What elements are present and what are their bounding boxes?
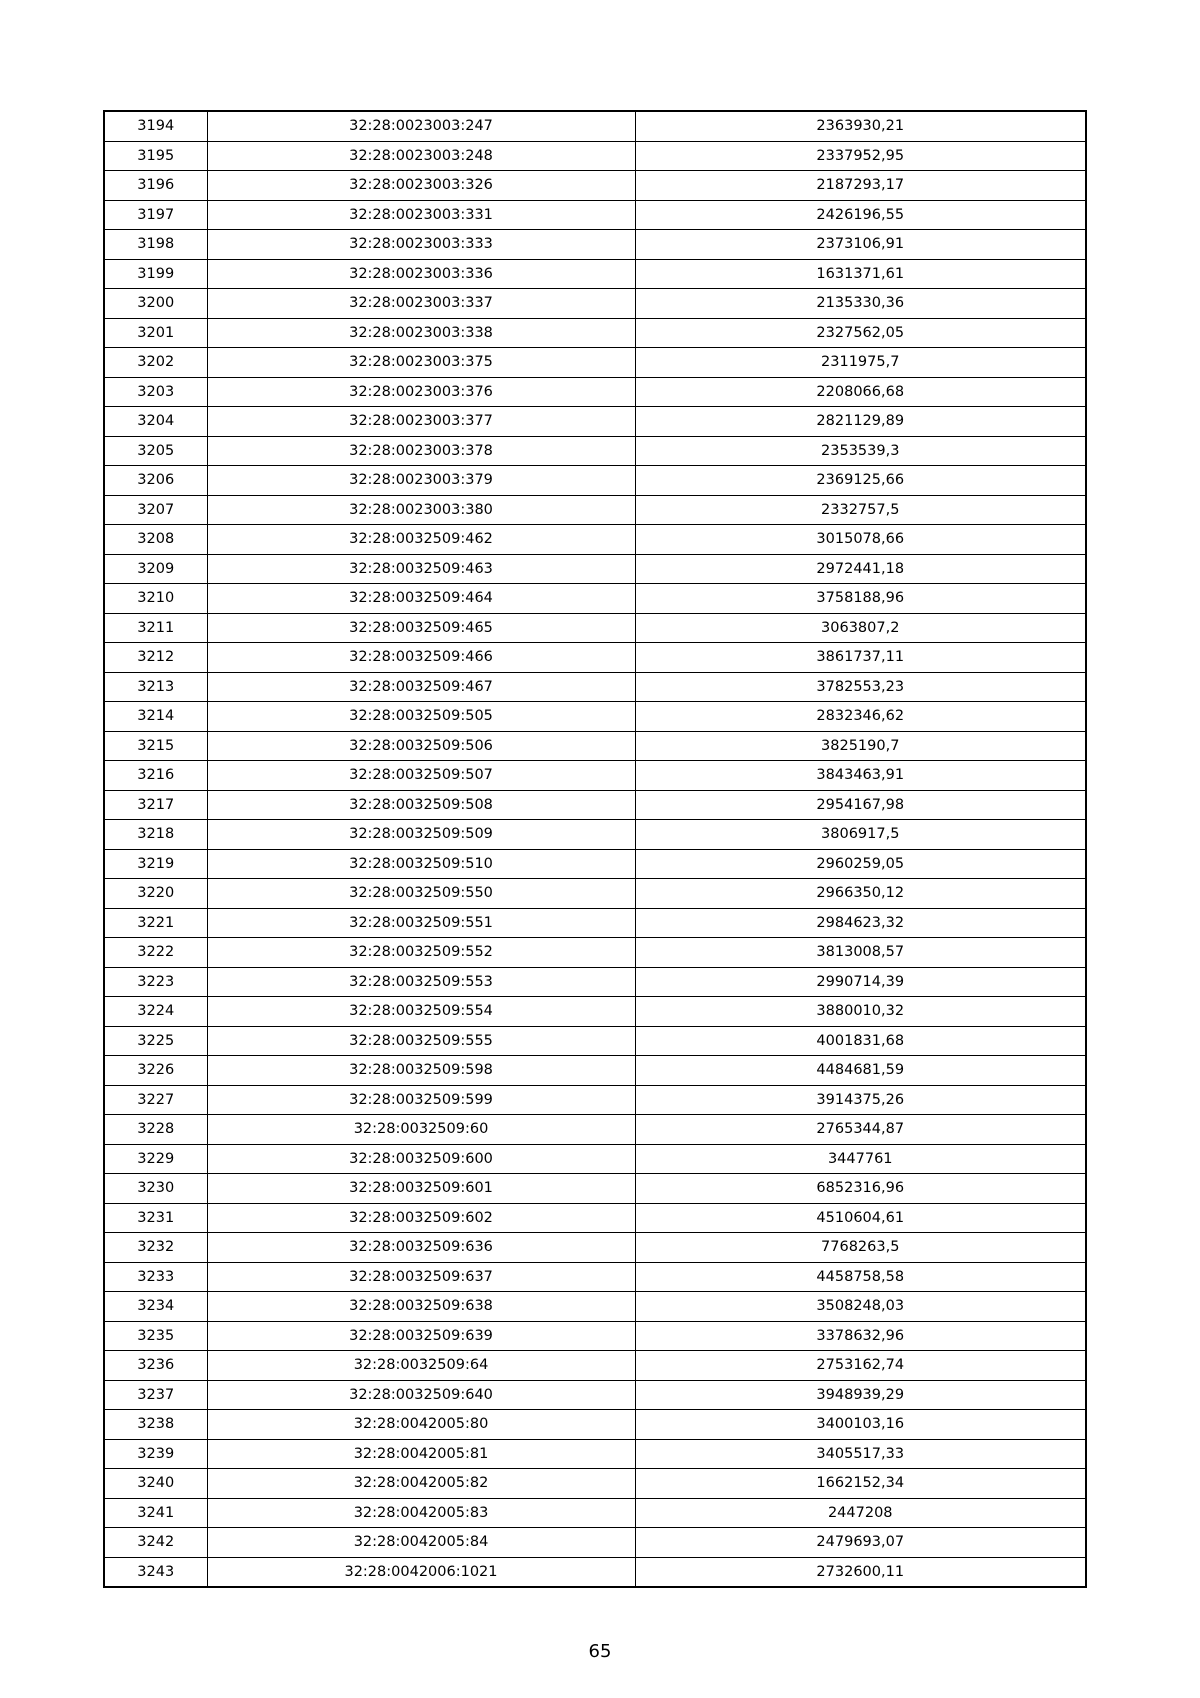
value-cell: 2972441,18 <box>635 554 1086 584</box>
row-number-cell: 3215 <box>104 731 207 761</box>
table-row <box>104 702 1086 732</box>
table-row <box>104 1026 1086 1056</box>
table-row <box>104 1085 1086 1115</box>
value-cell: 3914375,26 <box>635 1085 1086 1115</box>
table-row <box>104 141 1086 171</box>
row-number-cell: 3232 <box>104 1233 207 1263</box>
row-number-cell: 3205 <box>104 436 207 466</box>
page-number: 65 <box>588 1641 612 1662</box>
value-cell: 2363930,21 <box>635 111 1086 141</box>
value-cell: 3813008,57 <box>635 938 1086 968</box>
table-row <box>104 1233 1086 1263</box>
cadastral-number-cell: 32:28:0023003:338 <box>207 318 635 348</box>
cadastral-number-cell: 32:28:0032509:550 <box>207 879 635 909</box>
value-cell: 4484681,59 <box>635 1056 1086 1086</box>
row-number-cell: 3235 <box>104 1321 207 1351</box>
cadastral-number-cell: 32:28:0032509:602 <box>207 1203 635 1233</box>
row-number-cell: 3206 <box>104 466 207 496</box>
row-number-cell: 3225 <box>104 1026 207 1056</box>
value-cell: 2990714,39 <box>635 967 1086 997</box>
value-cell: 3447761 <box>635 1144 1086 1174</box>
table-row <box>104 1439 1086 1469</box>
row-number-cell: 3199 <box>104 259 207 289</box>
table-row <box>104 613 1086 643</box>
value-cell: 2966350,12 <box>635 879 1086 909</box>
value-cell: 3405517,33 <box>635 1439 1086 1469</box>
table-row <box>104 1557 1086 1587</box>
value-cell: 2187293,17 <box>635 171 1086 201</box>
table-row <box>104 200 1086 230</box>
table-row <box>104 1498 1086 1528</box>
cadastral-number-cell: 32:28:0032509:60 <box>207 1115 635 1145</box>
cadastral-number-cell: 32:28:0032509:554 <box>207 997 635 1027</box>
cadastral-number-cell: 32:28:0023003:375 <box>207 348 635 378</box>
cadastral-number-cell: 32:28:0042005:84 <box>207 1528 635 1558</box>
value-cell: 3782553,23 <box>635 672 1086 702</box>
value-cell: 1631371,61 <box>635 259 1086 289</box>
value-cell: 2311975,7 <box>635 348 1086 378</box>
value-cell: 3843463,91 <box>635 761 1086 791</box>
value-cell: 2821129,89 <box>635 407 1086 437</box>
cadastral-number-cell: 32:28:0023003:379 <box>207 466 635 496</box>
value-cell: 4510604,61 <box>635 1203 1086 1233</box>
row-number-cell: 3229 <box>104 1144 207 1174</box>
row-number-cell: 3196 <box>104 171 207 201</box>
cadastral-number-cell: 32:28:0023003:247 <box>207 111 635 141</box>
row-number-cell: 3212 <box>104 643 207 673</box>
cadastral-value-table <box>103 110 1087 1588</box>
cadastral-number-cell: 32:28:0042005:80 <box>207 1410 635 1440</box>
table-row <box>104 1262 1086 1292</box>
table-row <box>104 1174 1086 1204</box>
row-number-cell: 3221 <box>104 908 207 938</box>
table-row <box>104 318 1086 348</box>
value-cell: 3948939,29 <box>635 1380 1086 1410</box>
row-number-cell: 3198 <box>104 230 207 260</box>
row-number-cell: 3233 <box>104 1262 207 1292</box>
table-row <box>104 849 1086 879</box>
table-row <box>104 908 1086 938</box>
cadastral-number-cell: 32:28:0032509:466 <box>207 643 635 673</box>
row-number-cell: 3194 <box>104 111 207 141</box>
row-number-cell: 3227 <box>104 1085 207 1115</box>
row-number-cell: 3200 <box>104 289 207 319</box>
table-row <box>104 967 1086 997</box>
row-number-cell: 3204 <box>104 407 207 437</box>
table-row <box>104 820 1086 850</box>
cadastral-number-cell: 32:28:0032509:64 <box>207 1351 635 1381</box>
cadastral-number-cell: 32:28:0032509:464 <box>207 584 635 614</box>
row-number-cell: 3220 <box>104 879 207 909</box>
row-number-cell: 3210 <box>104 584 207 614</box>
row-number-cell: 3207 <box>104 495 207 525</box>
cadastral-number-cell: 32:28:0032509:601 <box>207 1174 635 1204</box>
table-row <box>104 407 1086 437</box>
table-row <box>104 554 1086 584</box>
table-row <box>104 1528 1086 1558</box>
row-number-cell: 3222 <box>104 938 207 968</box>
table-row <box>104 761 1086 791</box>
value-cell: 3806917,5 <box>635 820 1086 850</box>
value-cell: 2327562,05 <box>635 318 1086 348</box>
row-number-cell: 3224 <box>104 997 207 1027</box>
cadastral-number-cell: 32:28:0032509:505 <box>207 702 635 732</box>
cadastral-number-cell: 32:28:0032509:551 <box>207 908 635 938</box>
table-row <box>104 584 1086 614</box>
table-row <box>104 1292 1086 1322</box>
cadastral-number-cell: 32:28:0032509:555 <box>207 1026 635 1056</box>
cadastral-number-cell: 32:28:0023003:326 <box>207 171 635 201</box>
value-cell: 2426196,55 <box>635 200 1086 230</box>
row-number-cell: 3213 <box>104 672 207 702</box>
table-row <box>104 230 1086 260</box>
cadastral-number-cell: 32:28:0023003:378 <box>207 436 635 466</box>
table-row <box>104 1203 1086 1233</box>
value-cell: 2208066,68 <box>635 377 1086 407</box>
cadastral-number-cell: 32:28:0032509:636 <box>207 1233 635 1263</box>
table-row <box>104 171 1086 201</box>
value-cell: 3861737,11 <box>635 643 1086 673</box>
value-cell: 3400103,16 <box>635 1410 1086 1440</box>
table-row <box>104 377 1086 407</box>
value-cell: 2332757,5 <box>635 495 1086 525</box>
cadastral-number-cell: 32:28:0032509:465 <box>207 613 635 643</box>
table-row <box>104 436 1086 466</box>
row-number-cell: 3195 <box>104 141 207 171</box>
table-row <box>104 643 1086 673</box>
row-number-cell: 3218 <box>104 820 207 850</box>
cadastral-number-cell: 32:28:0042005:81 <box>207 1439 635 1469</box>
table-row <box>104 525 1086 555</box>
cadastral-number-cell: 32:28:0032509:463 <box>207 554 635 584</box>
row-number-cell: 3240 <box>104 1469 207 1499</box>
value-cell: 2373106,91 <box>635 230 1086 260</box>
table-row <box>104 289 1086 319</box>
row-number-cell: 3241 <box>104 1498 207 1528</box>
row-number-cell: 3211 <box>104 613 207 643</box>
row-number-cell: 3238 <box>104 1410 207 1440</box>
row-number-cell: 3217 <box>104 790 207 820</box>
table-row <box>104 790 1086 820</box>
table-row <box>104 1056 1086 1086</box>
cadastral-number-cell: 32:28:0032509:599 <box>207 1085 635 1115</box>
row-number-cell: 3242 <box>104 1528 207 1558</box>
row-number-cell: 3236 <box>104 1351 207 1381</box>
value-cell: 2732600,11 <box>635 1557 1086 1587</box>
cadastral-number-cell: 32:28:0032509:507 <box>207 761 635 791</box>
table-row <box>104 1115 1086 1145</box>
cadastral-number-cell: 32:28:0023003:376 <box>207 377 635 407</box>
value-cell: 7768263,5 <box>635 1233 1086 1263</box>
value-cell: 1662152,34 <box>635 1469 1086 1499</box>
value-cell: 4001831,68 <box>635 1026 1086 1056</box>
row-number-cell: 3197 <box>104 200 207 230</box>
row-number-cell: 3231 <box>104 1203 207 1233</box>
value-cell: 2753162,74 <box>635 1351 1086 1381</box>
table-row <box>104 879 1086 909</box>
row-number-cell: 3226 <box>104 1056 207 1086</box>
value-cell: 2479693,07 <box>635 1528 1086 1558</box>
cadastral-number-cell: 32:28:0032509:640 <box>207 1380 635 1410</box>
row-number-cell: 3230 <box>104 1174 207 1204</box>
value-cell: 3825190,7 <box>635 731 1086 761</box>
cadastral-number-cell: 32:28:0032509:638 <box>207 1292 635 1322</box>
table-row <box>104 111 1086 141</box>
cadastral-number-cell: 32:28:0032509:462 <box>207 525 635 555</box>
value-cell: 2765344,87 <box>635 1115 1086 1145</box>
value-cell: 6852316,96 <box>635 1174 1086 1204</box>
value-cell: 2447208 <box>635 1498 1086 1528</box>
row-number-cell: 3228 <box>104 1115 207 1145</box>
value-cell: 3758188,96 <box>635 584 1086 614</box>
row-number-cell: 3223 <box>104 967 207 997</box>
table-row <box>104 1144 1086 1174</box>
value-cell: 2135330,36 <box>635 289 1086 319</box>
table-row <box>104 348 1086 378</box>
table-row <box>104 466 1086 496</box>
table-row <box>104 1351 1086 1381</box>
cadastral-number-cell: 32:28:0023003:333 <box>207 230 635 260</box>
cadastral-number-cell: 32:28:0032509:600 <box>207 1144 635 1174</box>
value-cell: 2337952,95 <box>635 141 1086 171</box>
table-row <box>104 938 1086 968</box>
cadastral-number-cell: 32:28:0032509:553 <box>207 967 635 997</box>
table-row <box>104 997 1086 1027</box>
cadastral-number-cell: 32:28:0042005:82 <box>207 1469 635 1499</box>
value-cell: 4458758,58 <box>635 1262 1086 1292</box>
row-number-cell: 3219 <box>104 849 207 879</box>
row-number-cell: 3243 <box>104 1557 207 1587</box>
cadastral-number-cell: 32:28:0023003:248 <box>207 141 635 171</box>
cadastral-number-cell: 32:28:0032509:552 <box>207 938 635 968</box>
table-row <box>104 1380 1086 1410</box>
row-number-cell: 3216 <box>104 761 207 791</box>
value-cell: 3508248,03 <box>635 1292 1086 1322</box>
value-cell: 2353539,3 <box>635 436 1086 466</box>
value-cell: 2369125,66 <box>635 466 1086 496</box>
row-number-cell: 3201 <box>104 318 207 348</box>
cadastral-number-cell: 32:28:0042005:83 <box>207 1498 635 1528</box>
row-number-cell: 3202 <box>104 348 207 378</box>
value-cell: 3880010,32 <box>635 997 1086 1027</box>
cadastral-number-cell: 32:28:0032509:508 <box>207 790 635 820</box>
value-cell: 2984623,32 <box>635 908 1086 938</box>
row-number-cell: 3208 <box>104 525 207 555</box>
cadastral-number-cell: 32:28:0023003:336 <box>207 259 635 289</box>
row-number-cell: 3234 <box>104 1292 207 1322</box>
table-row <box>104 731 1086 761</box>
value-cell: 3378632,96 <box>635 1321 1086 1351</box>
row-number-cell: 3237 <box>104 1380 207 1410</box>
cadastral-number-cell: 32:28:0023003:377 <box>207 407 635 437</box>
row-number-cell: 3239 <box>104 1439 207 1469</box>
row-number-cell: 3214 <box>104 702 207 732</box>
table-row <box>104 1469 1086 1499</box>
cadastral-number-cell: 32:28:0032509:639 <box>207 1321 635 1351</box>
cadastral-number-cell: 32:28:0032509:637 <box>207 1262 635 1292</box>
table-row <box>104 1410 1086 1440</box>
value-cell: 3063807,2 <box>635 613 1086 643</box>
table-row <box>104 495 1086 525</box>
table-row <box>104 672 1086 702</box>
cadastral-number-cell: 32:28:0032509:506 <box>207 731 635 761</box>
cadastral-number-cell: 32:28:0032509:510 <box>207 849 635 879</box>
cadastral-number-cell: 32:28:0023003:380 <box>207 495 635 525</box>
row-number-cell: 3209 <box>104 554 207 584</box>
cadastral-number-cell: 32:28:0042006:1021 <box>207 1557 635 1587</box>
table-body <box>104 111 1086 1587</box>
cadastral-number-cell: 32:28:0032509:598 <box>207 1056 635 1086</box>
table-row <box>104 1321 1086 1351</box>
cadastral-number-cell: 32:28:0023003:337 <box>207 289 635 319</box>
cadastral-number-cell: 32:28:0032509:509 <box>207 820 635 850</box>
cadastral-number-cell: 32:28:0032509:467 <box>207 672 635 702</box>
value-cell: 2832346,62 <box>635 702 1086 732</box>
cadastral-number-cell: 32:28:0023003:331 <box>207 200 635 230</box>
value-cell: 2954167,98 <box>635 790 1086 820</box>
value-cell: 2960259,05 <box>635 849 1086 879</box>
value-cell: 3015078,66 <box>635 525 1086 555</box>
table-row <box>104 259 1086 289</box>
row-number-cell: 3203 <box>104 377 207 407</box>
